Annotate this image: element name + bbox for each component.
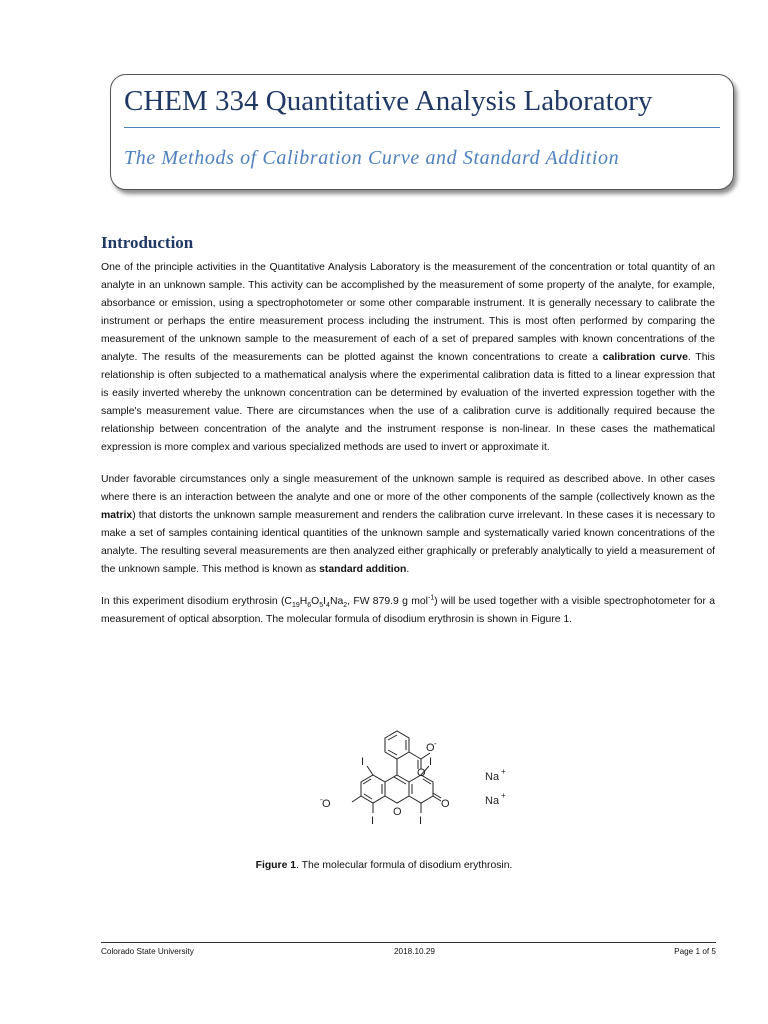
sodium-label: Na (485, 795, 500, 807)
term-calibration-curve: calibration curve (602, 352, 688, 363)
right-ring (409, 775, 433, 803)
formula-element: Na (329, 596, 344, 607)
footer-date: 2018.10.29 (394, 947, 435, 956)
formula-sub: 2 (343, 602, 348, 610)
formula-sub: 5 (319, 602, 324, 610)
title-divider (124, 127, 720, 128)
ring-o-label: O (393, 806, 402, 818)
figure-caption-text: . The molecular formula of disodium erythrosin. (296, 860, 513, 871)
paragraph-2 (101, 471, 715, 579)
document-title: CHEM 334 Quantitative Analysis Laboratory (124, 85, 653, 117)
paragraph-2-text-a: Under favorable circumstances only a single measurement of the unknown sample is required as described above. In other cases where there is an interaction between the analyte and one or more of the other components of the sample (collectively known as the (101, 474, 715, 503)
main-content (101, 233, 715, 643)
footer-divider (101, 942, 716, 943)
left-ring (361, 775, 385, 803)
formula-element: O (311, 596, 320, 607)
title-box (110, 74, 734, 190)
iodine-label: I (371, 815, 375, 827)
phenoxide-charge-label: - (320, 795, 323, 804)
section-heading-introduction: Introduction (101, 233, 194, 252)
paragraph-1 (101, 259, 715, 457)
paragraph-2-text-c: . (406, 564, 410, 575)
paragraph-3-text-a: In this experiment disodium erythrosin (C (101, 596, 292, 607)
erythrosin-structure-figure (305, 718, 525, 838)
phenoxide-o-label: O (322, 798, 331, 810)
paragraph-2-text-b: ) that distorts the unknown sample measurement and renders the calibration curve irrelevant. In these cases it is necessary to make a set of samples containing identical quantities of the unknown sample and systematically varied known concentrations of the analyte. The resulting several measurements are then analyzed either graphically or preferably analytically to yield a measurement of the unknown sample. This method is known as (101, 510, 715, 575)
sodium-charge-label: + (501, 791, 506, 800)
iodine-label: I (429, 756, 433, 768)
bond (352, 796, 361, 802)
formula-sub: 4 (326, 602, 330, 610)
iodine-label: I (361, 756, 365, 768)
bond (409, 752, 421, 759)
footer-institution: Colorado State University (101, 947, 194, 956)
footer-page-number: Page 1 of 5 (674, 947, 716, 956)
document-subtitle: The Methods of Calibration Curve and Standard Addition (124, 147, 620, 169)
figure-caption-label: Figure 1 (255, 860, 297, 871)
paragraph-3 (101, 593, 715, 629)
carboxylate-charge-label: - (434, 739, 437, 748)
figure-caption (0, 860, 768, 871)
paragraph-1-text-b: . This relationship is often subjected to a mathematical analysis where the experimental calibration data is fitted to a linear expression that is easily inverted whereby the unknown concentration can be determined by evaluation of the inverted expression together with the sample's measurement value. There are circumstances when the use of a calibration curve is additionally required because the relationship between concentration of the analyte and the instrument response is non-linear. In these cases the mathematical expression is more complex and various specialized methods are used to invert or approximate it. (101, 352, 716, 453)
ketone-o-label: O (441, 798, 450, 810)
formula-element: H (299, 596, 308, 607)
bond (367, 766, 373, 775)
sodium-label: Na (485, 771, 500, 783)
term-standard-addition: standard addition (319, 564, 407, 575)
paragraph-3-text-b: , FW 879.9 g mol (347, 596, 428, 607)
formula-element: I (323, 596, 327, 607)
unit-superscript: -1 (427, 594, 435, 602)
formula-sub: 6 (307, 602, 312, 610)
paragraph-1-text-a: One of the principle activities in the Quantitative Analysis Laboratory is the measurement of the concentration or total quantity of an analyte in an unknown sample. This activity can be accomplished by the measurement of some property of the analyte, for example, absorbance or emission, using a spectrophotometer or some other comparable instrument. It is generally necessary to calibrate the instrument or perhaps the entire measurement process including the instrument. This is most often performed by comparing the measurement of the unknown sample to the measurement of each of a set of prepared samples with known concentrations of the analyte. The results of the measurements can be plotted against the known concentrations to create a (101, 262, 715, 363)
paragraph-3-text-c: ) will be used together with a visible spectrophotometer for a measurement of optical absorption. The molecular formula of disodium erythrosin is shown in Figure 1. (101, 596, 715, 625)
term-matrix: matrix (101, 510, 133, 521)
formula-sub: 19 (291, 602, 300, 610)
sodium-charge-label: + (501, 767, 506, 776)
carboxylate-o-label: O (426, 742, 435, 754)
bond (394, 777, 406, 784)
carbonyl-o-label: O (417, 767, 426, 779)
iodine-label: I (419, 815, 423, 827)
